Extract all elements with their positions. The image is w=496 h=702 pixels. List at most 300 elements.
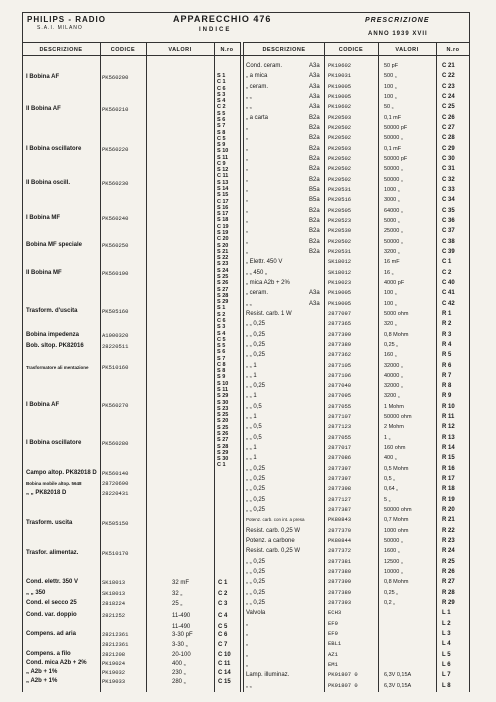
right-description: „ „ 1 bbox=[246, 414, 257, 421]
right-value: 5000 ohm bbox=[384, 310, 409, 317]
right-value: 32000 „ bbox=[384, 383, 403, 390]
left-number: C 3 bbox=[218, 601, 228, 607]
right-description: „ „ 0,5 bbox=[246, 424, 262, 431]
left-code: PK19033 bbox=[102, 678, 126, 685]
left-code: PK560230 bbox=[102, 180, 129, 187]
right-value: 0,5 „ bbox=[384, 476, 396, 483]
s-number: S 27 bbox=[217, 286, 229, 293]
s-number: S 25 bbox=[217, 424, 229, 431]
left-code: PK560280 bbox=[102, 440, 129, 447]
right-number: C 30 bbox=[442, 155, 455, 162]
right-number: R 29 bbox=[442, 600, 455, 607]
s-number: S 30 bbox=[217, 456, 229, 463]
s-number: S 6 bbox=[217, 116, 226, 123]
right-code: 2877123 bbox=[328, 423, 352, 431]
right-code: SK18012 bbox=[328, 258, 352, 266]
left-number: C 14 bbox=[218, 670, 231, 676]
right-value: 100 „ bbox=[384, 93, 397, 100]
right-number: C 27 bbox=[442, 124, 455, 131]
right-code: 2877397 bbox=[328, 475, 352, 483]
right-number: C 22 bbox=[442, 73, 455, 80]
right-description: „ bbox=[246, 124, 248, 131]
right-value: 0,1 mF bbox=[384, 145, 402, 152]
right-number: C 37 bbox=[442, 228, 455, 235]
right-code: EBL1 bbox=[328, 640, 342, 648]
right-number: C 28 bbox=[442, 135, 455, 142]
right-type: B2a bbox=[309, 166, 320, 173]
s-number: S 29 bbox=[217, 299, 229, 306]
s-number: S 5 bbox=[217, 110, 226, 117]
right-description: „ bbox=[246, 166, 248, 173]
right-description: „ bbox=[246, 631, 248, 638]
s-number: S 11 bbox=[217, 154, 229, 161]
left-code: 28720690 bbox=[102, 480, 129, 487]
left-value: 11-490 bbox=[172, 613, 191, 619]
left-number: C 11 bbox=[218, 661, 231, 667]
right-value: 3200 „ bbox=[384, 248, 400, 255]
right-value: 64000 „ bbox=[384, 207, 403, 214]
s-number: S 8 bbox=[217, 368, 226, 375]
right-code: PK20502 bbox=[328, 175, 352, 183]
right-number: C 26 bbox=[442, 114, 455, 121]
right-code: PK19005 bbox=[328, 289, 352, 297]
right-code: PK19005 bbox=[328, 299, 352, 307]
right-description: „ bbox=[246, 135, 248, 142]
left-description: Campo altop. PK82018 D bbox=[26, 470, 97, 476]
right-value: 50000 „ bbox=[384, 166, 403, 173]
right-value: 50000 „ bbox=[384, 538, 403, 545]
right-type: B5a bbox=[309, 186, 320, 193]
right-code: PK20502 bbox=[328, 165, 352, 173]
s-number: C 19 bbox=[217, 223, 229, 230]
right-value: 0,1 mF bbox=[384, 114, 402, 121]
left-code: 28220511 bbox=[102, 343, 129, 350]
right-number: L 2 bbox=[442, 620, 451, 627]
right-number: R 19 bbox=[442, 496, 455, 503]
right-description: „ bbox=[246, 620, 248, 627]
left-number: C 15 bbox=[218, 679, 231, 685]
right-value: 1000 ohm bbox=[384, 527, 409, 534]
s-number: S 19 bbox=[217, 230, 229, 237]
s-number: S 25 bbox=[217, 273, 229, 280]
column-rule bbox=[146, 42, 147, 692]
right-code: PK20516 bbox=[328, 196, 352, 204]
right-code: PK20502 bbox=[328, 134, 352, 142]
left-description: Bobina mobile altop. 5648 bbox=[26, 481, 82, 486]
right-code: PK20530 bbox=[328, 227, 352, 235]
left-value: 3-30 pF bbox=[172, 632, 193, 638]
right-description: Cond. ceram. bbox=[246, 63, 283, 69]
left-number: C 10 bbox=[218, 652, 231, 658]
right-type: A3a bbox=[309, 83, 320, 90]
right-number: C 32 bbox=[442, 176, 455, 183]
left-value: 20-100 bbox=[172, 652, 191, 658]
left-value: 25 „ bbox=[172, 601, 183, 607]
left-code: 2821208 bbox=[102, 651, 126, 658]
left-value: 280 „ bbox=[172, 679, 186, 685]
left-description: „ A2b + 1% bbox=[26, 678, 58, 684]
right-description: Resist. carb. 1 W bbox=[246, 310, 292, 317]
s-number: S 17 bbox=[217, 211, 229, 218]
s-number: S 26 bbox=[217, 431, 229, 438]
right-number: R 17 bbox=[442, 476, 455, 483]
left-description: I Bobina AF bbox=[26, 74, 60, 80]
column-rule bbox=[100, 42, 101, 692]
right-code: 2877398 bbox=[328, 485, 352, 493]
s-number: S 2 bbox=[217, 311, 226, 318]
brand-name: PHILIPS - RADIO bbox=[27, 15, 107, 24]
right-type: B2a bbox=[309, 248, 320, 255]
left-code: PK560270 bbox=[102, 402, 129, 409]
right-number: R 21 bbox=[442, 517, 455, 524]
right-number: R 18 bbox=[442, 486, 455, 493]
right-description: „ bbox=[246, 197, 248, 204]
right-number: C 21 bbox=[442, 63, 455, 69]
s-number: S 21 bbox=[217, 248, 229, 255]
right-type: A3a bbox=[309, 300, 320, 307]
right-description: „ „ bbox=[246, 104, 252, 111]
right-code: PK19602 bbox=[328, 103, 352, 111]
right-number: R 10 bbox=[442, 403, 455, 410]
right-number: C 25 bbox=[442, 104, 455, 111]
right-value: 100 „ bbox=[384, 300, 397, 307]
left-number: C 4 bbox=[218, 613, 228, 619]
left-description: Cond. elettr. 350 V bbox=[26, 579, 79, 585]
right-code: 2877389 bbox=[328, 588, 352, 596]
right-code: 2877362 bbox=[328, 351, 352, 359]
left-description: Trasform. uscita bbox=[26, 520, 73, 526]
left-description: Compens. a filo bbox=[26, 651, 71, 657]
right-description: „ ceram. bbox=[246, 83, 269, 90]
left-value: 400 „ bbox=[172, 661, 186, 667]
column-header: CODICE bbox=[100, 42, 146, 57]
left-code: PK560240 bbox=[102, 215, 129, 222]
right-value: 1 „ bbox=[384, 434, 391, 441]
right-description: „ „ 1 bbox=[246, 455, 257, 462]
right-code: EM1 bbox=[328, 661, 338, 669]
right-code: 2877105 bbox=[328, 361, 352, 369]
s-number: S 9 bbox=[217, 374, 226, 381]
right-code: PK91807 0 bbox=[328, 671, 358, 679]
right-code: PK20502 bbox=[328, 154, 352, 162]
s-number: S 29 bbox=[217, 449, 229, 456]
document-title: APPARECCHIO 476 bbox=[173, 14, 272, 24]
right-type: B2a bbox=[309, 145, 320, 152]
right-type: B2a bbox=[309, 114, 320, 121]
right-value: 1000 „ bbox=[384, 186, 400, 193]
left-description: „ A2b + 1% bbox=[26, 669, 58, 675]
right-code: PK19023 bbox=[328, 278, 352, 286]
right-number: C 31 bbox=[442, 166, 455, 173]
right-number: R 15 bbox=[442, 455, 455, 462]
right-code: 2877017 bbox=[328, 444, 352, 452]
column-header: DESCRIZIONE bbox=[22, 42, 100, 57]
right-value: 2 Mohm bbox=[384, 424, 404, 431]
left-code: PK560210 bbox=[102, 106, 129, 113]
left-code: PK510170 bbox=[102, 550, 129, 557]
s-number: C 1 bbox=[217, 79, 226, 86]
s-number: S 13 bbox=[217, 179, 229, 186]
right-code: PK91807 0 bbox=[328, 681, 358, 689]
left-code: 28220431 bbox=[102, 490, 129, 497]
right-description: „ „ 1 bbox=[246, 393, 257, 400]
s-number: S 9 bbox=[217, 142, 226, 149]
left-code: PK19032 bbox=[102, 669, 126, 676]
right-value: 32000 „ bbox=[384, 362, 403, 369]
right-code: PK20505 bbox=[328, 206, 352, 214]
right-description: „ „ 0,25 bbox=[246, 486, 266, 493]
right-description: „ a carta bbox=[246, 114, 269, 121]
s-number: S 24 bbox=[217, 267, 229, 274]
right-description: „ „ 0,25 bbox=[246, 383, 266, 390]
right-value: 6,3V 0,15A bbox=[384, 672, 412, 679]
right-code: PK20502 bbox=[328, 237, 352, 245]
right-code: PK19005 bbox=[328, 82, 352, 90]
right-code: AZ1 bbox=[328, 650, 338, 658]
right-code: PK20531 bbox=[328, 247, 352, 255]
right-number: R 11 bbox=[442, 414, 455, 421]
s-number: S 11 bbox=[217, 387, 229, 394]
right-number: L 7 bbox=[442, 672, 451, 679]
left-number: C 5 bbox=[218, 624, 228, 630]
left-description: I Bobina oscillatore bbox=[26, 146, 82, 152]
right-description: „ „ 0,25 bbox=[246, 579, 266, 586]
right-description: „ „ 0,25 bbox=[246, 600, 266, 607]
left-description: II Bobina oscill. bbox=[26, 180, 71, 186]
column-rule bbox=[214, 42, 215, 692]
s-number: S 20 bbox=[217, 418, 229, 425]
right-description: „ „ 0,25 bbox=[246, 496, 266, 503]
right-code: 2877127 bbox=[328, 495, 352, 503]
s-number: S 16 bbox=[217, 204, 229, 211]
right-number: R 25 bbox=[442, 558, 455, 565]
right-description: „ „ 0,25 bbox=[246, 589, 266, 596]
right-value: 50000 „ bbox=[384, 238, 403, 245]
right-number: R 9 bbox=[442, 393, 452, 400]
left-description: I Bobina oscillatore bbox=[26, 440, 82, 446]
left-code: SK18013 bbox=[102, 590, 126, 597]
left-description: „ „ 350 bbox=[26, 590, 46, 596]
right-type: B2a bbox=[309, 155, 320, 162]
right-value: 10000 „ bbox=[384, 569, 403, 576]
s-number: C 8 bbox=[217, 361, 226, 368]
s-number: S 10 bbox=[217, 148, 229, 155]
brand-subtitle: S.A.I. MILANO bbox=[37, 25, 83, 31]
s-number: C 5 bbox=[217, 336, 226, 343]
left-value: 11-490 bbox=[172, 624, 191, 630]
right-description: „ „ bbox=[246, 682, 252, 689]
s-number: S 15 bbox=[217, 192, 229, 199]
right-value: 0,64 „ bbox=[384, 486, 399, 493]
right-value: 100 „ bbox=[384, 83, 397, 90]
right-value: 40000 „ bbox=[384, 372, 403, 379]
right-code: 2877387 bbox=[328, 506, 352, 514]
left-code: PK560140 bbox=[102, 470, 129, 477]
right-description: „ „ 0,25 bbox=[246, 476, 266, 483]
right-number: C 1 bbox=[442, 259, 452, 266]
s-number: S 14 bbox=[217, 186, 229, 193]
left-code: PK505150 bbox=[102, 520, 129, 527]
right-value: 50000 pF bbox=[384, 124, 408, 131]
right-number: R 1 bbox=[442, 310, 452, 317]
s-number: S 23 bbox=[217, 405, 229, 412]
right-type: B2a bbox=[309, 135, 320, 142]
right-number: C 40 bbox=[442, 279, 455, 286]
right-description: „ „ 0,5 bbox=[246, 403, 262, 410]
right-description: „ bbox=[246, 228, 248, 235]
right-description: „ „ 0,25 bbox=[246, 321, 266, 328]
right-value: 50000 ohm bbox=[384, 507, 412, 514]
right-value: 50000 pF bbox=[384, 155, 408, 162]
right-number: R 20 bbox=[442, 507, 455, 514]
left-description: II Bobina AF bbox=[26, 106, 61, 112]
frame-rule bbox=[22, 42, 23, 692]
right-description: Valvola bbox=[246, 610, 266, 617]
right-description: „ „ 0,25 bbox=[246, 558, 266, 565]
left-description: Trasformatore ali mentazione bbox=[26, 365, 89, 370]
right-type: B2a bbox=[309, 176, 320, 183]
right-type: B2a bbox=[309, 124, 320, 131]
s-number: S 6 bbox=[217, 349, 226, 356]
s-number: S 28 bbox=[217, 292, 229, 299]
right-number: R 27 bbox=[442, 579, 455, 586]
right-value: 3200 „ bbox=[384, 393, 400, 400]
right-value: 50 „ bbox=[384, 104, 394, 111]
right-code: PK80844 bbox=[328, 537, 352, 545]
right-code: 2877399 bbox=[328, 578, 352, 586]
s-number: S 28 bbox=[217, 443, 229, 450]
s-number: C 5 bbox=[217, 135, 226, 142]
right-code: 2877397 bbox=[328, 464, 352, 472]
right-type: A3a bbox=[309, 63, 320, 69]
right-number: R 3 bbox=[442, 331, 452, 338]
s-number: S 25 bbox=[217, 412, 229, 419]
left-code: 28212361 bbox=[102, 631, 129, 638]
s-number: S 22 bbox=[217, 255, 229, 262]
left-code: PK560190 bbox=[102, 270, 129, 277]
column-rule bbox=[378, 42, 379, 692]
right-description: Lamp. illuminaz. bbox=[246, 672, 290, 679]
s-number: C 1 bbox=[217, 462, 226, 469]
frame-rule bbox=[469, 42, 470, 692]
right-value: 0,8 Mohm bbox=[384, 579, 409, 586]
left-code: PK560200 bbox=[102, 74, 129, 81]
s-number: S 3 bbox=[217, 91, 226, 98]
s-number: S 7 bbox=[217, 355, 226, 362]
right-number: R 26 bbox=[442, 569, 455, 576]
right-number: R 24 bbox=[442, 548, 455, 555]
right-description: „ bbox=[246, 651, 248, 658]
right-code: 2877107 bbox=[328, 413, 352, 421]
right-code: 2877381 bbox=[328, 557, 352, 565]
right-code: 2877365 bbox=[328, 320, 352, 328]
left-code: PK19024 bbox=[102, 660, 126, 667]
left-code: PK560220 bbox=[102, 146, 129, 153]
column-header: N.ro bbox=[214, 42, 240, 57]
right-description: „ Elettr. 450 V bbox=[246, 259, 283, 266]
right-number: R 13 bbox=[442, 434, 455, 441]
s-number: C 9 bbox=[217, 160, 226, 167]
right-number: R 28 bbox=[442, 589, 455, 596]
left-value: 3-30 „ bbox=[172, 642, 188, 648]
right-number: L 3 bbox=[442, 631, 451, 638]
right-description: „ bbox=[246, 207, 248, 214]
left-number: C 6 bbox=[218, 632, 228, 638]
right-code: 2877040 bbox=[328, 382, 352, 390]
s-number: S 7 bbox=[217, 123, 226, 130]
right-type: B5a bbox=[309, 197, 320, 204]
right-number: C 42 bbox=[442, 300, 455, 307]
right-description: „ „ 450 „ bbox=[246, 269, 268, 276]
s-number: C 2 bbox=[217, 104, 226, 111]
center-double-rule bbox=[240, 42, 244, 692]
right-value: 0,5 Mohm bbox=[384, 465, 409, 472]
right-code: 2877095 bbox=[328, 392, 352, 400]
right-value: 0,2 „ bbox=[384, 600, 396, 607]
right-description: „ bbox=[246, 155, 248, 162]
right-value: 16 „ bbox=[384, 269, 394, 276]
right-code: 2877055 bbox=[328, 402, 352, 410]
right-description: Resist. carb. 0,25 W bbox=[246, 548, 301, 555]
left-description: Bob. sltop. PK82016 bbox=[26, 343, 84, 349]
s-number: S 3 bbox=[217, 324, 226, 331]
right-number: L 5 bbox=[442, 651, 451, 658]
right-number: C 24 bbox=[442, 93, 455, 100]
right-number: R 12 bbox=[442, 424, 455, 431]
right-number: L 8 bbox=[442, 682, 451, 689]
right-value: 160 „ bbox=[384, 352, 397, 359]
left-value: 32 mF bbox=[172, 580, 190, 586]
s-number: S 8 bbox=[217, 129, 226, 136]
s-number: C 20 bbox=[217, 236, 229, 243]
right-value: 320 „ bbox=[384, 321, 397, 328]
right-code: PK80843 bbox=[328, 516, 352, 524]
year-label: ANNO 1939 XVII bbox=[368, 31, 428, 37]
right-number: R 14 bbox=[442, 445, 455, 452]
right-value: 0,25 „ bbox=[384, 341, 399, 348]
right-description: „ bbox=[246, 145, 248, 152]
s-number: S 27 bbox=[217, 437, 229, 444]
right-value: 50 pF bbox=[384, 63, 399, 69]
column-header: VALORI bbox=[378, 42, 436, 57]
s-number: S 1 bbox=[217, 73, 226, 79]
left-code: PK505160 bbox=[102, 308, 129, 315]
left-description: Cond. el secco 25 bbox=[26, 600, 77, 606]
right-value: 1 Mohm bbox=[384, 403, 404, 410]
right-code: 2877399 bbox=[328, 330, 352, 338]
right-code: 2877389 bbox=[328, 340, 352, 348]
right-description: „ „ 1 bbox=[246, 372, 257, 379]
right-type: B2a bbox=[309, 228, 320, 235]
right-type: A3a bbox=[309, 93, 320, 100]
s-number: S 4 bbox=[217, 330, 226, 337]
left-code: A1000320 bbox=[102, 332, 129, 339]
right-description: „ bbox=[246, 217, 248, 224]
prescription-label: PRESCRIZIONE bbox=[365, 17, 430, 24]
left-value: 230 „ bbox=[172, 670, 186, 676]
right-code: PK19602 bbox=[328, 62, 352, 69]
right-number: C 29 bbox=[442, 145, 455, 152]
right-description: „ „ 0,25 bbox=[246, 465, 266, 472]
right-description: „ bbox=[246, 662, 248, 669]
s-number: C 6 bbox=[217, 317, 226, 324]
left-code: SK18013 bbox=[102, 579, 126, 586]
right-description: „ „ 0,25 bbox=[246, 341, 266, 348]
right-code: PK20502 bbox=[328, 123, 352, 131]
right-value: 160 ohm bbox=[384, 445, 406, 452]
right-value: 400 „ bbox=[384, 455, 397, 462]
left-number: C 7 bbox=[218, 642, 228, 648]
